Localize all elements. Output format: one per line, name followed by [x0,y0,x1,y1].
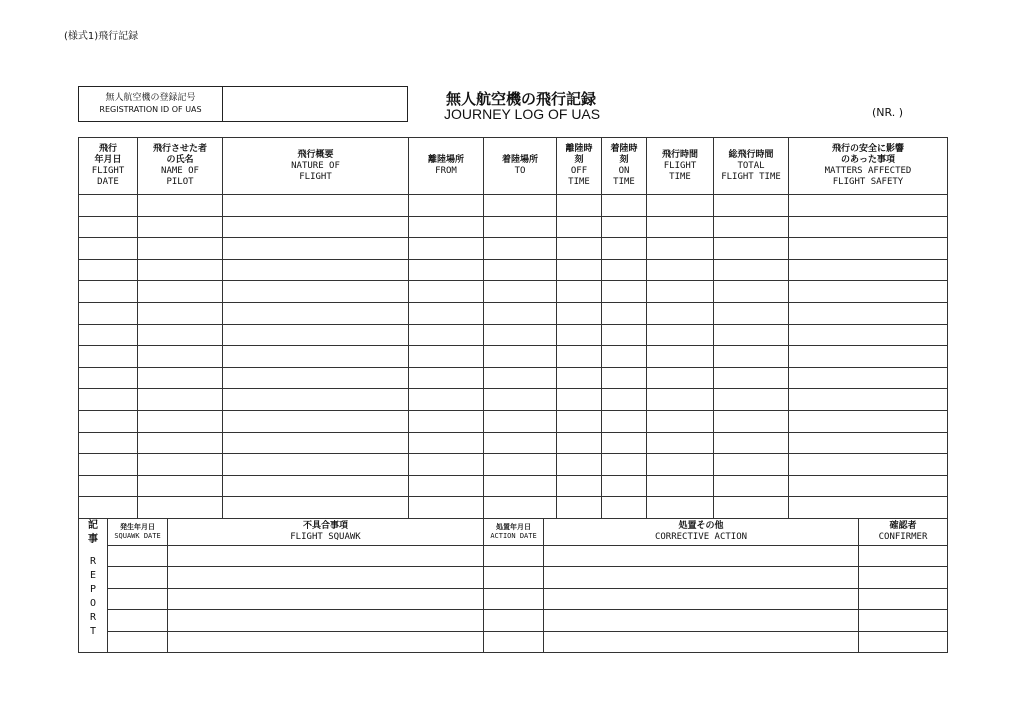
log-cell[interactable] [647,389,714,411]
log-cell[interactable] [602,281,647,303]
header-label-en: ACTION DATE [490,532,537,540]
log-cell[interactable] [484,259,557,281]
report-row [79,546,948,567]
log-cell[interactable] [409,432,484,454]
log-header-row [79,138,948,195]
log-cell[interactable] [789,346,948,368]
log-cell[interactable] [602,367,647,389]
log-cell[interactable] [714,432,789,454]
header-label-en: CORRECTIVE ACTION [654,532,748,542]
log-cell[interactable] [138,410,223,432]
report-cell[interactable] [544,631,859,652]
log-cell[interactable] [79,389,138,411]
header-label-en: FLIGHT TIME [663,160,697,182]
report-cell[interactable] [484,610,544,631]
log-cell[interactable] [484,454,557,476]
header-label-ja: 処置その他 [678,521,724,531]
log-cell[interactable] [714,281,789,303]
log-cell[interactable] [484,389,557,411]
log-cell[interactable] [484,432,557,454]
report-cell[interactable] [544,546,859,567]
log-cell[interactable] [789,238,948,260]
log-cell[interactable] [557,410,602,432]
log-cell[interactable] [789,195,948,217]
log-cell[interactable] [409,302,484,324]
log-cell[interactable] [557,195,602,217]
report-cell[interactable] [168,631,484,652]
header-label-ja: 処置年月日 [496,523,531,531]
log-cell[interactable] [714,475,789,497]
log-cell[interactable] [789,432,948,454]
log-cell[interactable] [647,497,714,519]
header-flight-time [647,138,714,195]
log-cell[interactable] [647,216,714,238]
log-cell[interactable] [602,432,647,454]
log-cell[interactable] [714,346,789,368]
log-cell[interactable] [138,281,223,303]
report-side-label [79,519,108,653]
report-header-row [79,519,948,546]
log-cell[interactable] [223,389,409,411]
log-cell[interactable] [647,410,714,432]
log-cell[interactable] [789,324,948,346]
report-cell[interactable] [168,610,484,631]
log-cell[interactable] [647,259,714,281]
header-from [409,138,484,195]
log-cell[interactable] [138,324,223,346]
header-label-en: NATURE OF FLIGHT [291,160,340,182]
log-cell[interactable] [138,454,223,476]
log-row [79,259,948,281]
log-cell[interactable] [647,432,714,454]
header-label-en: TOTAL FLIGHT TIME [721,160,781,182]
log-cell[interactable] [557,324,602,346]
log-cell[interactable] [714,367,789,389]
log-cell[interactable] [557,497,602,519]
report-cell[interactable] [168,567,484,588]
report-cell[interactable] [108,546,168,567]
log-cell[interactable] [602,238,647,260]
log-cell[interactable] [409,367,484,389]
log-cell[interactable] [79,346,138,368]
header-label-en: OFF TIME [568,166,590,187]
log-cell[interactable] [138,302,223,324]
report-cell[interactable] [544,567,859,588]
header-on-time [602,138,647,195]
log-cell[interactable] [223,195,409,217]
log-cell[interactable] [602,346,647,368]
header-label-ja: 着陸場所 [501,155,538,165]
log-cell[interactable] [223,410,409,432]
log-cell[interactable] [484,367,557,389]
header-flight-squawk [168,519,484,546]
log-cell[interactable] [647,324,714,346]
log-cell[interactable] [223,346,409,368]
report-row [79,588,948,609]
log-cell[interactable] [647,302,714,324]
log-cell[interactable] [79,432,138,454]
log-cell[interactable] [79,238,138,260]
header-label-en: NAME OF PILOT [161,166,199,187]
report-cell[interactable] [484,546,544,567]
log-cell[interactable] [602,497,647,519]
log-cell[interactable] [714,497,789,519]
registration-label-ja: 無人航空機の登録記号 [105,93,196,103]
header-label-en: TO [514,166,526,176]
log-cell[interactable] [223,432,409,454]
log-cell[interactable] [557,216,602,238]
header-label-ja: 飛行時間 [661,149,698,160]
header-label-ja: 飛行の安全に影響 のあった事項 [831,144,904,165]
log-cell[interactable] [557,238,602,260]
log-cell[interactable] [138,432,223,454]
log-cell[interactable] [223,324,409,346]
log-cell[interactable] [789,454,948,476]
log-cell[interactable] [602,410,647,432]
log-cell[interactable] [79,302,138,324]
report-cell[interactable] [544,588,859,609]
log-cell[interactable] [714,454,789,476]
report-cell[interactable] [484,567,544,588]
log-cell[interactable] [484,216,557,238]
header-total-flight-time [714,138,789,195]
log-cell[interactable] [557,454,602,476]
registration-label-en: REGISTRATION ID OF UAS [99,105,202,114]
log-cell[interactable] [409,454,484,476]
report-cell[interactable] [859,546,948,567]
journey-log-table [78,137,948,519]
log-cell[interactable] [647,454,714,476]
page-title-ja: 無人航空機の飛行記録 [446,90,597,108]
log-cell[interactable] [484,497,557,519]
log-cell[interactable] [138,389,223,411]
header-action-date [484,519,544,546]
log-cell[interactable] [789,410,948,432]
header-squawk-date [108,519,168,546]
log-cell[interactable] [789,216,948,238]
header-off-time [557,138,602,195]
log-cell[interactable] [409,410,484,432]
record-number-label: (NR. ) [872,106,904,119]
log-cell[interactable] [557,432,602,454]
log-cell[interactable] [647,195,714,217]
log-cell[interactable] [714,389,789,411]
log-row [79,195,948,217]
header-label-ja: 離陸時 刻 [565,144,593,165]
log-body [79,195,948,519]
log-cell[interactable] [557,475,602,497]
log-cell[interactable] [79,367,138,389]
log-cell[interactable] [647,367,714,389]
log-cell[interactable] [79,259,138,281]
log-row [79,389,948,411]
log-cell[interactable] [409,195,484,217]
log-cell[interactable] [714,410,789,432]
log-cell[interactable] [484,324,557,346]
log-cell[interactable] [484,195,557,217]
header-matters-affected [789,138,948,195]
header-label-en: ON TIME [613,166,635,187]
log-cell[interactable] [409,346,484,368]
log-cell[interactable] [484,475,557,497]
report-row [79,610,948,631]
header-label-ja: 離陸場所 [427,155,464,165]
header-label-ja: 着陸時 刻 [610,144,638,165]
log-cell[interactable] [409,259,484,281]
registration-id-field[interactable] [223,87,407,121]
log-cell[interactable] [789,367,948,389]
log-row [79,346,948,368]
report-cell[interactable] [544,610,859,631]
report-cell[interactable] [168,588,484,609]
log-cell[interactable] [484,346,557,368]
log-cell[interactable] [138,216,223,238]
report-cell[interactable] [859,588,948,609]
log-cell[interactable] [138,259,223,281]
log-cell[interactable] [223,497,409,519]
report-table [78,518,948,653]
log-row [79,324,948,346]
report-cell[interactable] [168,546,484,567]
log-cell[interactable] [602,195,647,217]
log-cell[interactable] [557,259,602,281]
log-cell[interactable] [409,324,484,346]
log-cell[interactable] [138,195,223,217]
log-cell[interactable] [223,302,409,324]
log-cell[interactable] [714,302,789,324]
report-side-ja: 記 事 [88,520,98,545]
log-cell[interactable] [714,238,789,260]
log-cell[interactable] [138,238,223,260]
registration-id-label [79,87,223,121]
header-pilot-name [138,138,223,195]
report-side-en: R E P O R T [89,556,97,637]
log-cell[interactable] [409,238,484,260]
header-to [484,138,557,195]
log-cell[interactable] [557,389,602,411]
log-cell[interactable] [138,367,223,389]
log-cell[interactable] [789,389,948,411]
log-cell[interactable] [79,475,138,497]
report-cell[interactable] [108,588,168,609]
log-cell[interactable] [223,238,409,260]
log-cell[interactable] [714,216,789,238]
report-cell[interactable] [108,610,168,631]
log-row [79,216,948,238]
log-cell[interactable] [484,410,557,432]
header-label-ja: 確認者 [889,521,917,531]
header-label-ja: 不具合事項 [302,521,348,531]
log-cell[interactable] [79,324,138,346]
log-cell[interactable] [647,281,714,303]
log-cell[interactable] [789,281,948,303]
log-cell[interactable] [714,324,789,346]
log-cell[interactable] [602,454,647,476]
log-cell[interactable] [602,475,647,497]
log-cell[interactable] [79,216,138,238]
log-row [79,475,948,497]
header-label-en: SQUAWK DATE [114,532,161,540]
log-cell[interactable] [223,216,409,238]
log-row [79,302,948,324]
log-cell[interactable] [714,195,789,217]
header-label-en: CONFIRMER [878,532,928,542]
log-cell[interactable] [647,238,714,260]
header-corrective-action [544,519,859,546]
log-cell[interactable] [714,259,789,281]
log-cell[interactable] [557,367,602,389]
header-label-en: FLIGHT SQUAWK [290,532,361,542]
log-cell[interactable] [647,346,714,368]
log-cell[interactable] [409,281,484,303]
log-cell[interactable] [557,346,602,368]
log-cell[interactable] [409,389,484,411]
log-cell[interactable] [223,259,409,281]
log-row [79,238,948,260]
header-label-ja: 発生年月日 [120,523,155,531]
header-nature-of-flight [223,138,409,195]
report-cell[interactable] [859,610,948,631]
log-cell[interactable] [79,195,138,217]
log-cell[interactable] [79,497,138,519]
header-label-ja: 飛行させた者 の氏名 [152,144,207,165]
log-cell[interactable] [138,497,223,519]
header-label-ja: 飛行 年月日 [94,144,122,165]
log-cell[interactable] [602,216,647,238]
log-cell[interactable] [647,475,714,497]
report-cell[interactable] [108,567,168,588]
report-cell[interactable] [859,631,948,652]
log-cell[interactable] [602,324,647,346]
header-label-ja: 総飛行時間 [728,149,774,160]
log-cell[interactable] [789,259,948,281]
log-cell[interactable] [484,281,557,303]
log-cell[interactable] [223,367,409,389]
form-number-label: (様式1)飛行記録 [64,31,139,42]
log-cell[interactable] [223,454,409,476]
log-cell[interactable] [79,281,138,303]
header-label-ja: 飛行概要 [297,149,334,160]
report-row [79,567,948,588]
log-row [79,367,948,389]
log-cell[interactable] [409,475,484,497]
header-label-en: FROM [435,166,457,176]
header-flight-date [79,138,138,195]
header-label-en: FLIGHT DATE [91,166,125,187]
log-cell[interactable] [789,302,948,324]
log-row [79,410,948,432]
page-title-en: JOURNEY LOG OF UAS [444,106,601,122]
log-cell[interactable] [79,454,138,476]
report-cell[interactable] [108,631,168,652]
log-cell[interactable] [138,475,223,497]
report-row [79,631,948,652]
log-cell[interactable] [138,346,223,368]
registration-id-box [78,86,408,122]
log-cell[interactable] [409,497,484,519]
log-cell[interactable] [484,238,557,260]
log-cell[interactable] [602,389,647,411]
log-row [79,432,948,454]
log-cell[interactable] [789,497,948,519]
log-cell[interactable] [557,302,602,324]
log-cell[interactable] [789,475,948,497]
log-cell[interactable] [602,302,647,324]
log-cell[interactable] [223,475,409,497]
log-cell[interactable] [223,281,409,303]
log-cell[interactable] [409,216,484,238]
header-confirmer [859,519,948,546]
log-cell[interactable] [602,259,647,281]
report-cell[interactable] [484,588,544,609]
log-row [79,281,948,303]
log-cell[interactable] [79,410,138,432]
log-row [79,454,948,476]
report-cell[interactable] [859,567,948,588]
header-label-en: MATTERS AFFECTED FLIGHT SAFETY [824,166,912,187]
log-cell[interactable] [484,302,557,324]
log-cell[interactable] [557,281,602,303]
report-cell[interactable] [484,631,544,652]
log-row [79,497,948,519]
